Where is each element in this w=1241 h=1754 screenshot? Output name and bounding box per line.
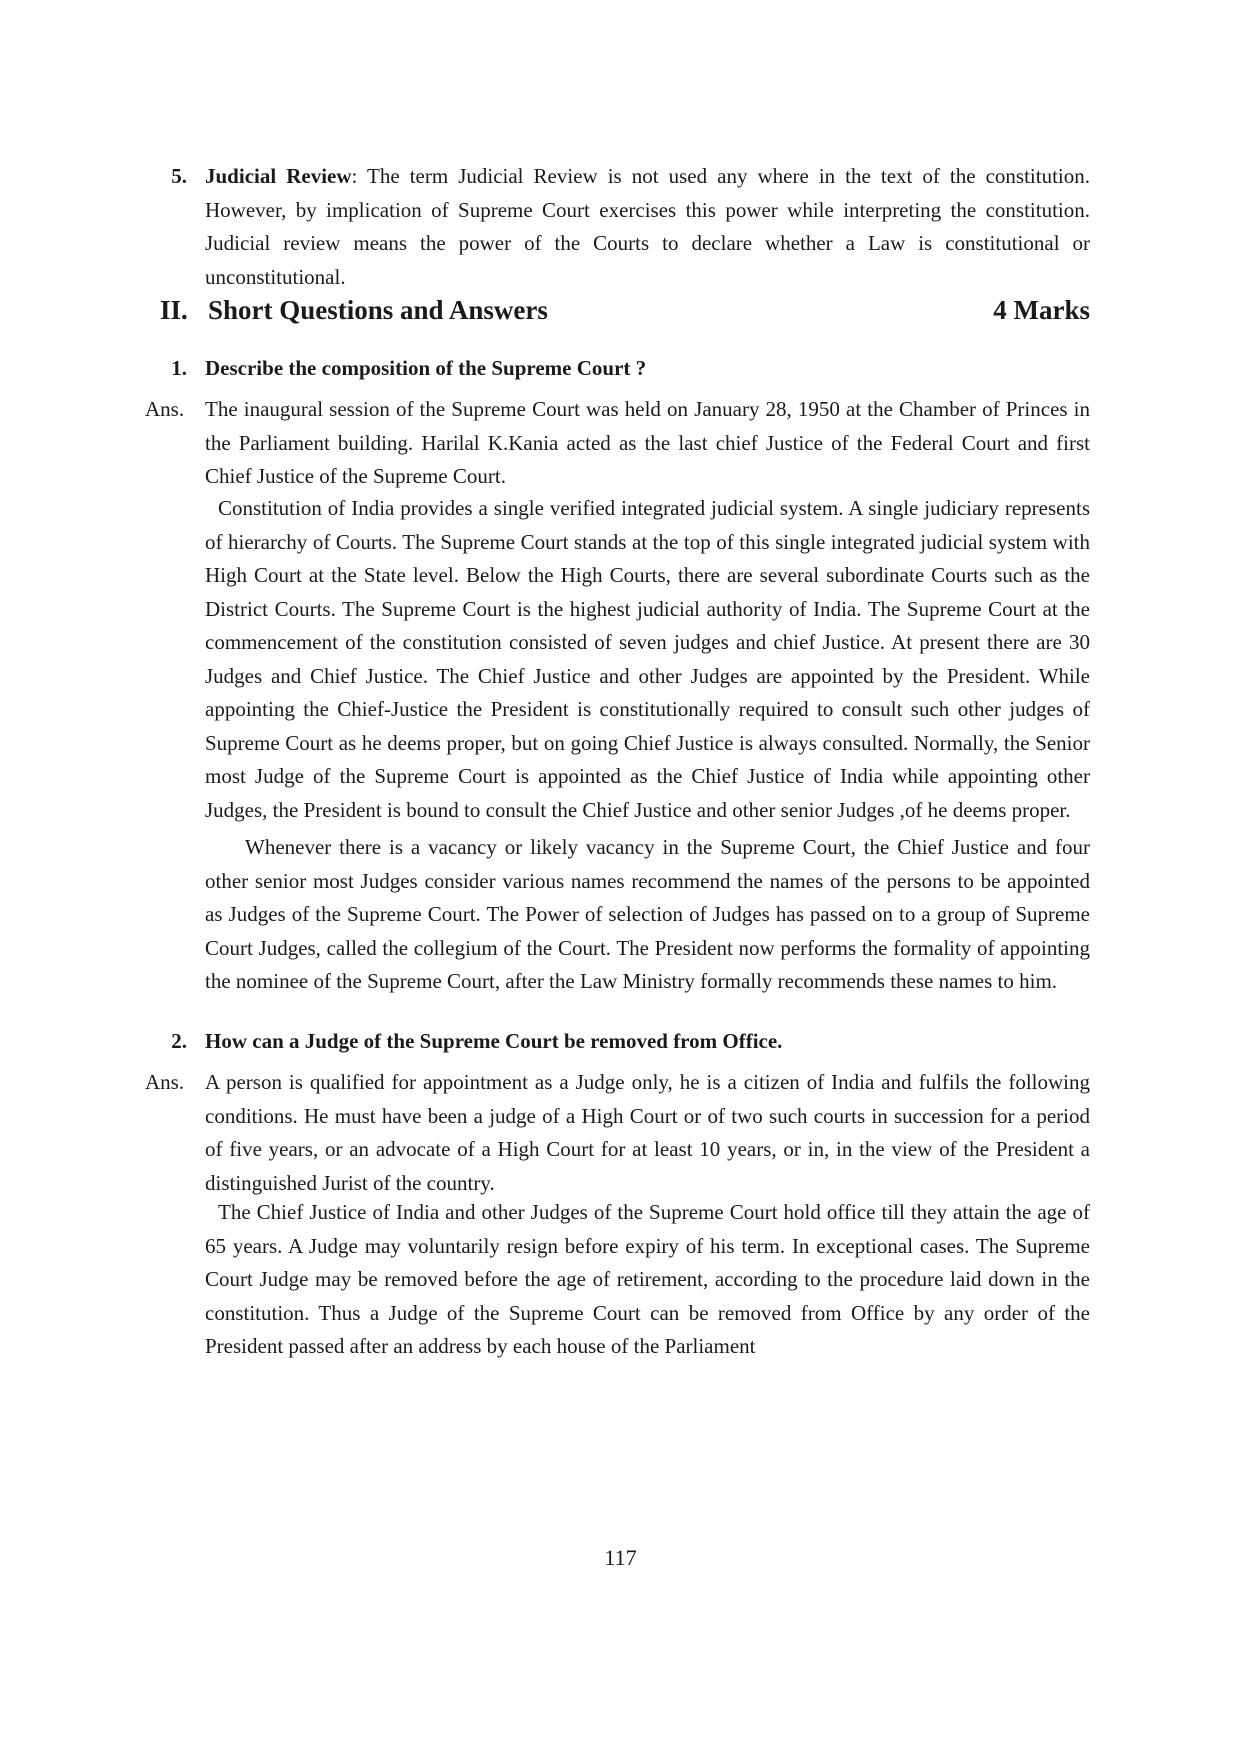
- judicial-review-definition: : The term Judicial Review is not used any where in the text of the constitution. However, by implication of Supreme Court exercises this power while interpreting the constitution. Judicial review means the power of the Courts to declare whether a Law is constitutional or unconstitutional.: [205, 164, 1090, 289]
- page-number: 117: [604, 1545, 637, 1570]
- question-number: 1.: [171, 356, 187, 380]
- question-2: [145, 1025, 1090, 1059]
- question-text: Describe the composition of the Supreme Court ?: [205, 356, 647, 380]
- question-number: 2.: [171, 1029, 187, 1053]
- point-number: 5.: [171, 164, 187, 188]
- judicial-review-point: [145, 160, 1090, 294]
- answer-1-paragraph: Whenever there is a vacancy or likely vacancy in the Supreme Court, the Chief Justice and four other senior most Judges consider various names recommend the names of the persons to be appointed as Judges of the Supreme Court. The Power of selection of Judges has passed on to a group of Supreme Court Judges, called the collegium of the Court. The President now performs the formality of appointing the nominee of the Supreme Court, after the Law Ministry formally recommends these names to him.: [205, 835, 1090, 993]
- answer-1: [145, 393, 1090, 494]
- answer-text: The inaugural session of the Supreme Court was held on January 28, 1950 at the Chamber of Princes in the Parliament building. Harilal K.Kania acted as the last chief Justice of the Federal Court and first Chief Justice of the Supreme Court.: [205, 397, 1090, 488]
- section-roman: II.: [160, 295, 188, 325]
- answer-2: [145, 1066, 1090, 1200]
- question-text: How can a Judge of the Supreme Court be removed from Office.: [205, 1029, 783, 1053]
- judicial-review-term: Judicial Review: [205, 164, 352, 188]
- answer-1-paragraph: Constitution of India provides a single verified integrated judicial system. A single judiciary represents of hierarchy of Courts. The Supreme Court stands at the top of this single integrated judicial system with High Court at the State level. Below the High Courts, there are several subordinate Courts such as the District Courts. The Supreme Court is the highest judicial authority of India. The Supreme Court at the commencement of the constitution consisted of seven judges and chief Justice. At present there are 30 Judges and Chief Justice. The Chief Justice and other Judges are appointed by the President. While appointing the Chief-Justice the President is constitutionally required to consult such other judges of Supreme Court as he deems proper, but on going Chief Justice is always consulted. Normally, the Senior most Judge of the Supreme Court is appointed as the Chief Justice of India while appointing other Judges, the President is bound to consult the Chief Justice and other senior Judges ,of he deems proper.: [205, 496, 1090, 822]
- section-marks: 4 Marks: [993, 295, 1090, 325]
- answer-label: Ans.: [145, 397, 185, 421]
- judicial-review-text: [205, 160, 1090, 294]
- question-1: [145, 352, 1090, 386]
- answer-2-paragraph: The Chief Justice of India and other Judges of the Supreme Court hold office till they attain the age of 65 years. A Judge may voluntarily resign before expiry of his term. In exceptional cases. The Supreme Court Judge may be removed before the age of retirement, according to the procedure laid down in the constitution. Thus a Judge of the Supreme Court can be removed from Office by any order of the President passed after an address by each house of the Parliament: [205, 1200, 1090, 1358]
- answer-text: A person is qualified for appointment as a Judge only, he is a citizen of India and fulfils the following conditions. He must have been a judge of a High Court or of two such courts in succession for a period of five years, or an advocate of a High Court for at least 10 years, or in, in the view of the President a distinguished Jurist of the country.: [205, 1070, 1090, 1195]
- answer-label: Ans.: [145, 1070, 185, 1094]
- section-title: Short Questions and Answers: [208, 295, 548, 325]
